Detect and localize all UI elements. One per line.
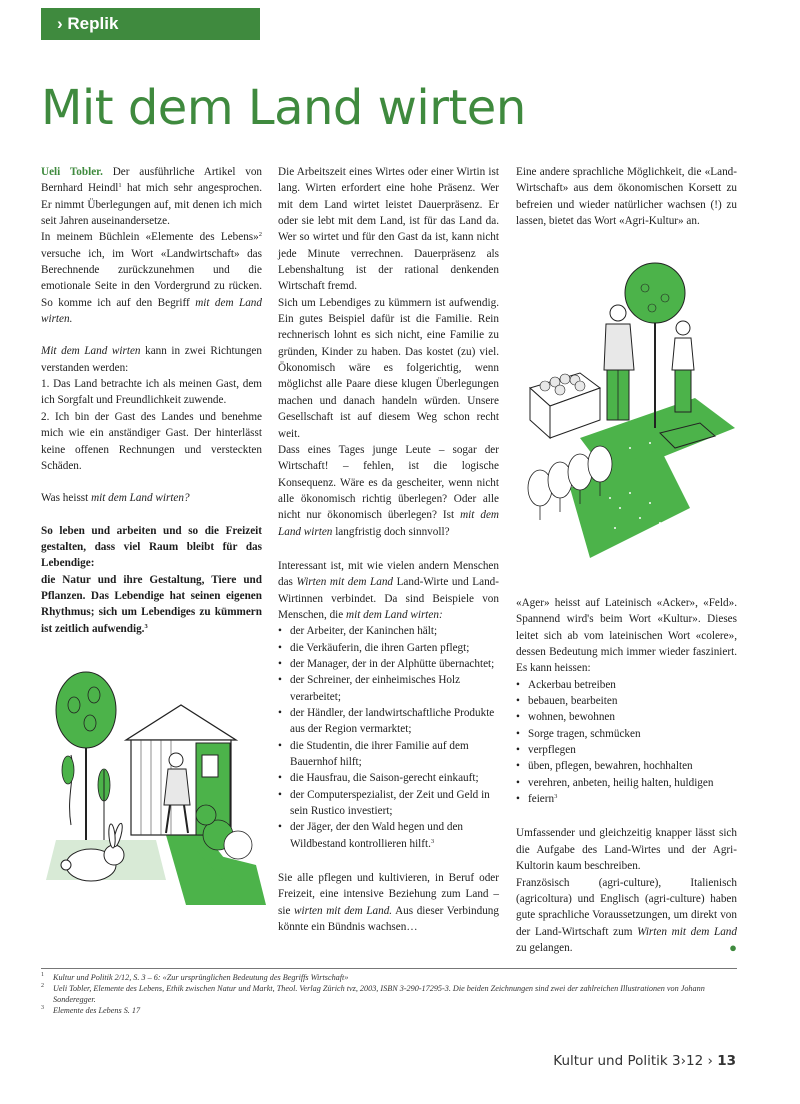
list-item: • der Arbeiter, der Kaninchen hält; — [278, 623, 499, 639]
bold-paragraph: So leben und arbeiten und so die Freizeit gestalten, dass viel Raum bleibt für das Lebendige: — [41, 524, 262, 570]
column-2 — [278, 164, 499, 935]
shed-illustration — [46, 665, 266, 905]
footnotes — [41, 972, 737, 1016]
paragraph: Was heisst mit dem Land wirten? — [41, 492, 190, 505]
list-item: • Ackerbau betreiben — [516, 677, 737, 693]
paragraph: «Ager» heisst auf Lateinisch «Acker», «Feld». Spannend wird's beim Wort «Kultur». Dieses leitet sich ab vom lateinischen Wort «colere», dessen Bedeutung mich immer wieder fasziniert. Es kann heissen: — [516, 597, 737, 675]
paragraph: Ueli Tobler. Der ausführliche Artikel von Bernhard Heindl$^1$ hat mich sehr angesprochen. Er nimmt Überlegungen auf, mit denen ich mich seit Jahren auseinandersetze. — [41, 166, 263, 228]
list-item: • Sorge tragen, schmücken — [516, 726, 737, 742]
list-item: • bebauen, bearbeiten — [516, 693, 737, 709]
list-item: • der Computerspezialist, der Zeit und Geld in sein Rustico investiert; — [278, 787, 499, 820]
couple-illustration — [520, 258, 740, 578]
paragraph: Die Arbeitszeit eines Wirtes oder einer Wirtin ist lang. Wirten erfordert eine hohe Präsenz. Wer mit dem Land wirtet leistet Dauerpräsenz. Er oder sie lebt mit dem Land, ist für das Land da. Wer so wirtet und für den Gast da ist, kann nicht jede Minute verrechnen. Dauerpräsenz als Lebenshaltung ist der rational denkenden Wirtschaft fremd. — [278, 166, 499, 293]
issue-number: 3›12 — [672, 1053, 704, 1069]
separator: › — [707, 1053, 713, 1069]
paragraph: In meinem Büchlein «Elemente des Lebens»$^2$ versuche ich, im Wort «Landwirtschaft» das Berechnende zurückzunehmen und die emotionale Seite in den Vordergrund zu rücken. So komme ich auf den Begriff mit dem Land wirten. — [41, 231, 262, 326]
bold-paragraph: die Natur und ihre Gestaltung, Tiere und Pflanzen. Das Lebendige hat seinen eigenen Rhythmus; sich um Lebendiges zu kümmern ist zeitlich aufwendig.$^3$ — [41, 573, 262, 635]
list-item: • der Manager, der in der Alphütte übernachtet; — [278, 656, 499, 672]
list-item: • die Studentin, die ihrer Familie auf dem Bauernhof hilft; — [278, 738, 499, 771]
list-item: • wohnen, bewohnen — [516, 709, 737, 725]
list-item: • der Jäger, der den Wald hegen und den Wildbestand kontrollieren hilft.$^3$ — [278, 819, 499, 852]
magazine-name: Kultur und Politik — [553, 1053, 668, 1069]
footnote: 1 Kultur und Politik 2/12, S. 3 – 6: «Zur ursprünglichen Bedeutung des Begriffs Wirtschaft» — [41, 972, 349, 982]
list-item: • die Verkäuferin, die ihren Garten pflegt; — [278, 640, 499, 656]
paragraph: Sich um Lebendiges zu kümmern ist aufwendig. Ein gutes Beispiel dafür ist die Familie. Rein rechnerisch lohnt es sich nicht, eine Familie zu gründen, Kinder zu haben. Das kostet (zu) viel. Ökonomisch wäre es folgerichtig, wenn möglichst alle Paare diese klugen Überlegungen machen und danach handeln würden. Unsere Gesellschaft ist auf diesem Weg schon recht weit. — [278, 296, 499, 440]
paragraph: Sie alle pflegen und kultivieren, in Beruf oder Freizeit, eine intensive Beziehung zum Land – sie wirten mit dem Land. Aus dieser Verbindung könnte ein Bündnis wachsen… — [278, 872, 499, 934]
footnote: 2 Ueli Tobler, Elemente des Lebens, Ethik zwischen Natur und Markt, Theol. Verlag Zürich tvz, 2003, ISBN 3-290-17295-3. Die beiden Zeichnungen sind zwei der zahlreichen Illustrationen von Johann Sonderegger. — [41, 983, 705, 1004]
column-1 — [41, 164, 262, 637]
end-dot-icon: ● — [729, 939, 737, 955]
paragraph: Französisch (agri-culture), Italienisch (agricoltura) und Englisch (agri-culture) haben gute sprachliche Voraussetzungen, um direkt von der Land-Wirtschaft zum Wirten mit dem Land zu gelangen. ● — [516, 876, 737, 955]
meanings-list — [516, 677, 737, 808]
author-name: Ueli Tobler. — [41, 166, 103, 178]
paragraph: 2. Ich bin der Gast des Landes und benehme mich wie ein anständiger Gast. Der hinterlässt keine offenen Rechnungen und versteckten Schäden. — [41, 410, 262, 472]
footnote: 3 Elemente des Lebens S. 17 — [41, 1005, 141, 1015]
list-item: • der Schreiner, der einheimisches Holz verarbeitet; — [278, 672, 499, 705]
examples-list — [278, 623, 499, 852]
column-3-top — [516, 164, 737, 229]
list-item: • die Hausfrau, die Saison-gerecht einkauft; — [278, 770, 499, 786]
list-item: • der Händler, der landwirtschaftliche Produkte aus der Region vermarktet; — [278, 705, 499, 738]
section-label: › Replik — [41, 8, 260, 40]
paragraph: Umfassender und gleichzeitig knapper lässt sich die Aufgabe des Land-Wirtes und der Agri-Kultorin kaum beschreiben. — [516, 827, 737, 873]
list-item: • feiern$^3$ — [516, 791, 737, 807]
list-item: • verpflegen — [516, 742, 737, 758]
paragraph: 1. Das Land betrachte ich als meinen Gast, dem ich Sorgfalt und Freundlichkeit zuwende. — [41, 378, 262, 407]
article-title: Mit dem Land wirten — [41, 80, 526, 136]
page-footer — [553, 1053, 736, 1069]
footnote-divider — [41, 968, 737, 969]
paragraph: Dass eines Tages junge Leute – sogar der Wirtschaft! – fehlen, ist die logische Konsequenz. Wäre es da gescheiter, wenn nicht alle ökonomisch richtig überlegen? Oder alle nicht nur ökonomisch überlegen? Ist mit dem Land wirten langfristig doch sinnvoll? — [278, 443, 499, 538]
paragraph: Eine andere sprachliche Möglichkeit, die «Land-Wirtschaft» aus dem ökonomischen Korsett zu befreien und wieder natürlicher wachsen (!) zu lassen, bietet das Wort «Agri-Kultur» an. — [516, 166, 737, 228]
column-3-bottom — [516, 595, 737, 956]
list-item: • verehren, anbeten, heilig halten, huldigen — [516, 775, 737, 791]
paragraph: Interessant ist, mit wie vielen andern Menschen das Wirten mit dem Land Land-Wirte und Land-Wirtinnen verbindet. Da sind Beispiele von Menschen, die mit dem Land wirten: — [278, 559, 499, 621]
page-number: 13 — [717, 1053, 736, 1069]
paragraph: Mit dem Land wirten kann in zwei Richtungen verstanden werden: — [41, 345, 262, 374]
list-item: • üben, pflegen, bewahren, hochhalten — [516, 758, 737, 774]
